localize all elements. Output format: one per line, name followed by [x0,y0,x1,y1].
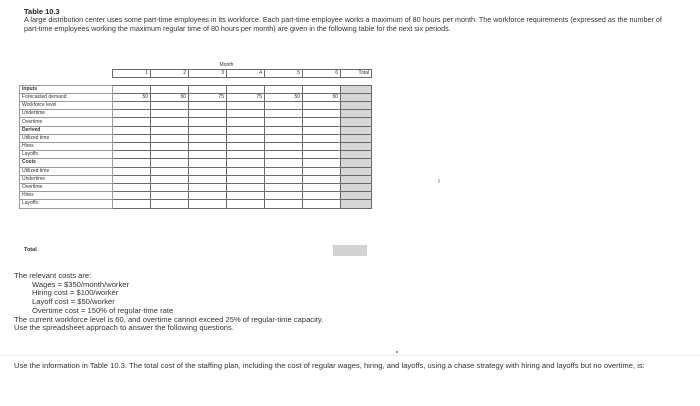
sheet-cell [189,151,227,159]
sheet-cell [189,85,227,93]
workforce-note: The current workforce level is 60, and overtime cannot exceed 25% of regular-time capacity. [14,314,324,324]
hiring-cost: Hiring cost = $100/worker [32,288,119,298]
month-label: Month [219,62,234,69]
sheet-cell [265,134,303,142]
sheet-row [20,85,372,93]
sheet-cell [303,118,341,126]
costs-heading: The relevant costs are: [14,271,92,280]
sheet-cell [151,118,189,126]
row-label: Costs [20,159,113,167]
relevant-costs [14,272,323,333]
sheet-cell [303,200,341,208]
sheet-cell [227,126,265,134]
sheet-cell [151,151,189,159]
sheet-cell [113,151,151,159]
sheet-cell [151,126,189,134]
month-title-row [20,62,372,69]
sheet-cell [303,143,341,151]
sheet-cell [265,192,303,200]
sheet-cell [227,183,265,191]
row-label: Inputs [20,85,113,93]
sheet-cell [189,167,227,175]
sheet-row [20,102,372,110]
sheet-cell [189,102,227,110]
row-label: Hires [20,143,113,151]
sheet-cell [151,192,189,200]
sheet-cell [151,134,189,142]
period-header: 2 [151,69,189,77]
sheet-row [20,175,372,183]
sheet-cell [227,175,265,183]
sheet-row [20,167,372,175]
total-cell [341,134,372,142]
sheet-cell [227,151,265,159]
sheet-row [20,93,372,101]
sheet-cell [151,175,189,183]
sheet-row [20,118,372,126]
sheet-cell [227,167,265,175]
total-cell [341,85,372,93]
sheet-cell [227,143,265,151]
grand-total-cell [333,245,367,256]
cursor-mark: ı [438,178,440,185]
period-header: 4 [227,69,265,77]
total-header: Total [341,69,372,77]
sheet-cell [113,85,151,93]
sheet-cell [303,134,341,142]
total-cell [341,175,372,183]
sheet-cell [189,175,227,183]
sheet-cell [151,167,189,175]
sheet-row [20,110,372,118]
sheet-cell [227,110,265,118]
wages-cost: Wages = $350/month/worker [32,279,130,289]
period-header: 1 [113,69,151,77]
row-label: Layoffs [20,200,113,208]
row-label: Overtime [20,183,113,191]
total-cell [341,159,372,167]
problem-intro: A large distribution center uses some part-time employees in its workforce. Each part-time employee works a maximum of 80 hours per month. The workforce requirements (expressed as the number of part-time employees working the maximum regular time of 80 hours per month) are given in the following table for the next six periods. [24,15,662,33]
row-label: Utilized time [20,167,113,175]
period-header: 3 [189,69,227,77]
sheet-row [20,134,372,142]
sheet-cell [189,200,227,208]
spreadsheet [19,62,372,209]
total-cell [341,183,372,191]
sheet-cell [113,183,151,191]
table-label: Table 10.3 [24,7,60,16]
period-header: 5 [265,69,303,77]
sheet-cell [227,118,265,126]
sheet-cell [151,200,189,208]
sheet-cell [265,151,303,159]
sheet-cell [113,126,151,134]
sheet-cell [189,192,227,200]
row-label: Workforce level [20,102,113,110]
row-label: Layoffs [20,151,113,159]
demand-cell: 50 [303,93,341,101]
sheet-cell [303,110,341,118]
row-label: Utilized time [20,134,113,142]
sheet-cell [189,118,227,126]
period-header-row [20,69,372,77]
sheet-cell [227,102,265,110]
total-cell [341,192,372,200]
demand-cell: 75 [227,93,265,101]
sheet-row [20,126,372,134]
row-label: Undertime [20,110,113,118]
sheet-cell [303,192,341,200]
sheet-cell [151,143,189,151]
sheet-cell [265,175,303,183]
total-cell [341,151,372,159]
sheet-cell [151,85,189,93]
approach-note: Use the spreadsheet approach to answer the following questions. [14,323,234,333]
sheet-cell [113,175,151,183]
demand-cell: 75 [189,93,227,101]
sheet-cell [265,102,303,110]
demand-cell: 50 [265,93,303,101]
sheet-cell [265,183,303,191]
period-header: 6 [303,69,341,77]
sheet-cell [113,118,151,126]
sheet-cell [303,85,341,93]
total-cell [341,126,372,134]
layoff-cost: Layoff cost = $50/worker [32,297,115,307]
sheet-cell [303,159,341,167]
decorative-dot [396,351,398,353]
total-cell [341,143,372,151]
sheet-row [20,183,372,191]
sheet-cell [113,143,151,151]
sheet-cell [113,167,151,175]
row-label: Undertime [20,175,113,183]
sheet-cell [303,175,341,183]
sheet-cell [113,102,151,110]
row-label: Forecasted demand [20,93,113,101]
sheet-cell [265,110,303,118]
sheet-cell [113,110,151,118]
sheet-row [20,159,372,167]
sheet-cell [265,126,303,134]
sheet-cell [189,159,227,167]
total-cell [341,118,372,126]
sheet-cell [151,102,189,110]
sheet-cell [113,200,151,208]
sheet-cell [227,85,265,93]
sheet-cell [303,126,341,134]
total-cell [341,93,372,101]
sheet-row [20,143,372,151]
sheet-cell [189,134,227,142]
sheet-row [20,151,372,159]
total-cell [341,200,372,208]
sheet-row [20,192,372,200]
row-label: Derived [20,126,113,134]
demand-cell: 50 [113,93,151,101]
total-cell [341,102,372,110]
sheet-cell [151,159,189,167]
grand-total-label: Total [24,247,37,253]
sheet-cell [151,183,189,191]
sheet-cell [303,151,341,159]
row-label: Overtime [20,118,113,126]
sheet-cell [189,143,227,151]
sheet-cell [303,102,341,110]
sheet-cell [265,200,303,208]
sheet-cell [227,159,265,167]
sheet-row [20,200,372,208]
sheet-cell [113,192,151,200]
sheet-cell [227,192,265,200]
sheet-cell [189,183,227,191]
sheet-cell [227,200,265,208]
total-cell [341,167,372,175]
sheet-cell [265,143,303,151]
sheet-cell [227,134,265,142]
sheet-cell [151,110,189,118]
sheet-cell [189,126,227,134]
overtime-cost: Overtime cost = 150% of regular-time rate [32,305,174,315]
sheet-cell [303,183,341,191]
sheet-cell [265,85,303,93]
sheet-cell [265,118,303,126]
row-label: Hires [20,192,113,200]
sheet-cell [303,167,341,175]
sheet-cell [265,159,303,167]
question-text: Use the information in Table 10.3. The total cost of the staffing plan, including the cost of regular wages, hiring, and layoffs, using a chase strategy with hiring and layoffs but no overtime, is: [14,361,645,370]
demand-cell: 50 [151,93,189,101]
sheet-cell [189,110,227,118]
sheet-cell [265,167,303,175]
total-cell [341,110,372,118]
divider [0,355,700,356]
sheet-cell [113,134,151,142]
sheet-cell [113,159,151,167]
